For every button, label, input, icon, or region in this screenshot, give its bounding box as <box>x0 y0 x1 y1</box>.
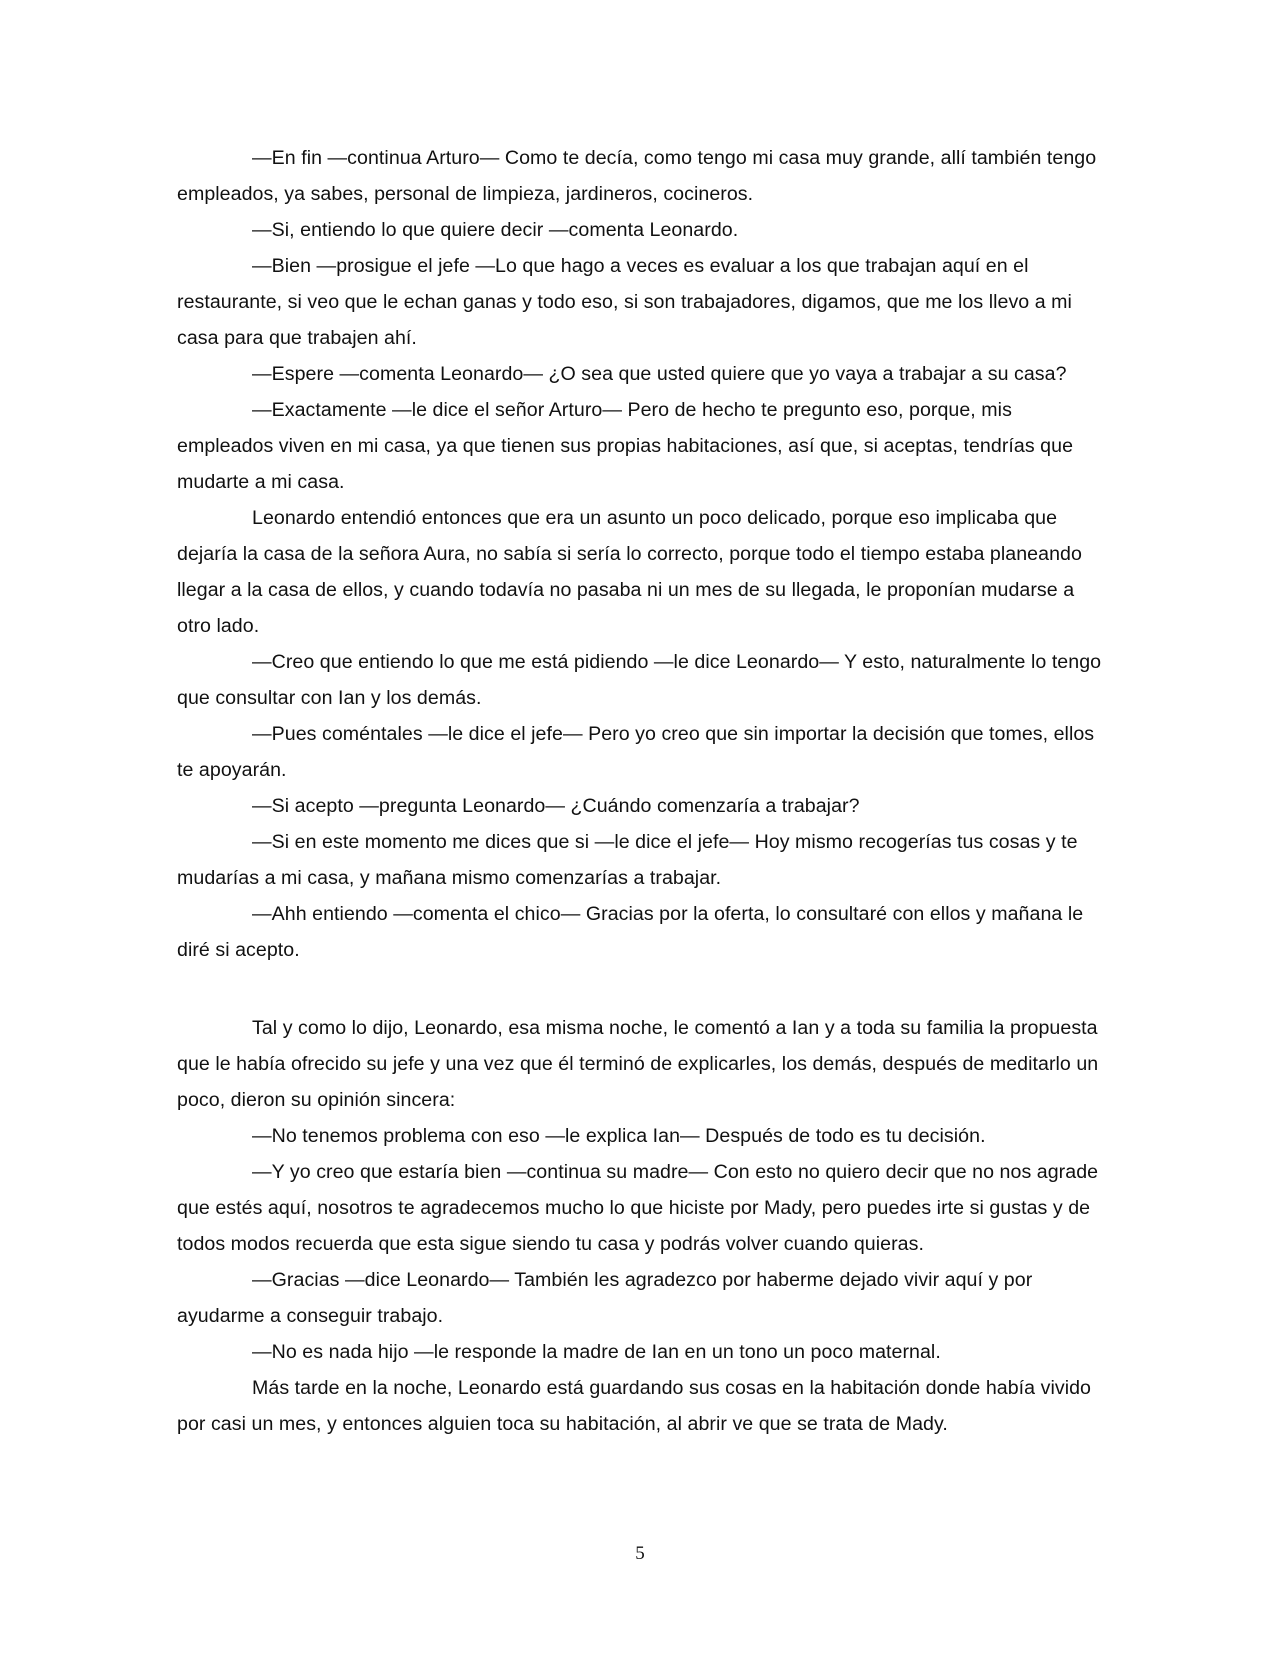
paragraph: —Y yo creo que estaría bien —continua su madre— Con esto no quiero decir que no nos agrade que estés aquí, nosotros te agradecemos mucho lo que hiciste por Mady, pero puedes irte si gustas y de todos modos recuerda que esta sigue siendo tu casa y podrás volver cuando quieras. <box>177 1161 1099 1255</box>
paragraph: —Ahh entiendo —comenta el chico— Gracias por la oferta, lo consultaré con ellos y mañana le diré si acepto. <box>177 903 1084 961</box>
paragraph: —Exactamente —le dice el señor Arturo— Pero de hecho te pregunto eso, porque, mis empleados viven en mi casa, ya que tienen sus propias habitaciones, así que, si aceptas, tendrías que mudarte a mi casa. <box>177 399 1074 493</box>
paragraph: —No es nada hijo —le responde la madre de Ian en un tono un poco maternal. <box>252 1341 941 1363</box>
paragraph: —Si, entiendo lo que quiere decir —comenta Leonardo. <box>252 219 739 241</box>
paragraph: —Creo que entiendo lo que me está pidiendo —le dice Leonardo— Y esto, naturalmente lo tengo que consultar con Ian y los demás. <box>177 651 1102 709</box>
paragraph: —En fin —continua Arturo— Como te decía, como tengo mi casa muy grande, allí también tengo empleados, ya sabes, personal de limpieza, jardineros, cocineros. <box>177 147 1097 205</box>
paragraph: —Pues coméntales —le dice el jefe— Pero yo creo que sin importar la decisión que tomes, ellos te apoyarán. <box>177 723 1095 781</box>
paragraph: —Si acepto —pregunta Leonardo— ¿Cuándo comenzaría a trabajar? <box>252 795 860 817</box>
document-body <box>177 140 1102 1442</box>
section-break <box>177 968 1102 1010</box>
paragraph: —Si en este momento me dices que si —le dice el jefe— Hoy mismo recogerías tus cosas y te mudarías a mi casa, y mañana mismo comenzarías a trabajar. <box>177 831 1078 889</box>
paragraph: —Espere —comenta Leonardo— ¿O sea que usted quiere que yo vaya a trabajar a su casa? <box>252 363 1067 385</box>
page-number: 5 <box>635 1543 645 1564</box>
paragraph: Tal y como lo dijo, Leonardo, esa misma noche, le comentó a Ian y a toda su familia la propuesta que le había ofrecido su jefe y una vez que él terminó de explicarles, los demás, después de meditarlo un poco, dieron su opinión sincera: <box>177 1017 1099 1111</box>
paragraph: —Bien —prosigue el jefe —Lo que hago a veces es evaluar a los que trabajan aquí en el restaurante, si veo que le echan ganas y todo eso, si son trabajadores, digamos, que me los llevo a mi casa para que trabajen ahí. <box>177 255 1072 349</box>
paragraph: Leonardo entendió entonces que era un asunto un poco delicado, porque eso implicaba que dejaría la casa de la señora Aura, no sabía si sería lo correcto, porque todo el tiempo estaba planeando llegar a la casa de ellos, y cuando todavía no pasaba ni un mes de su llegada, le proponían mudarse a otro lado. <box>177 507 1082 637</box>
paragraph: Más tarde en la noche, Leonardo está guardando sus cosas en la habitación donde había vivido por casi un mes, y entonces alguien toca su habitación, al abrir ve que se trata de Mady. <box>177 1377 1092 1435</box>
paragraph: —Gracias —dice Leonardo— También les agradezco por haberme dejado vivir aquí y por ayudarme a conseguir trabajo. <box>177 1269 1033 1327</box>
paragraph: —No tenemos problema con eso —le explica Ian— Después de todo es tu decisión. <box>252 1125 986 1147</box>
